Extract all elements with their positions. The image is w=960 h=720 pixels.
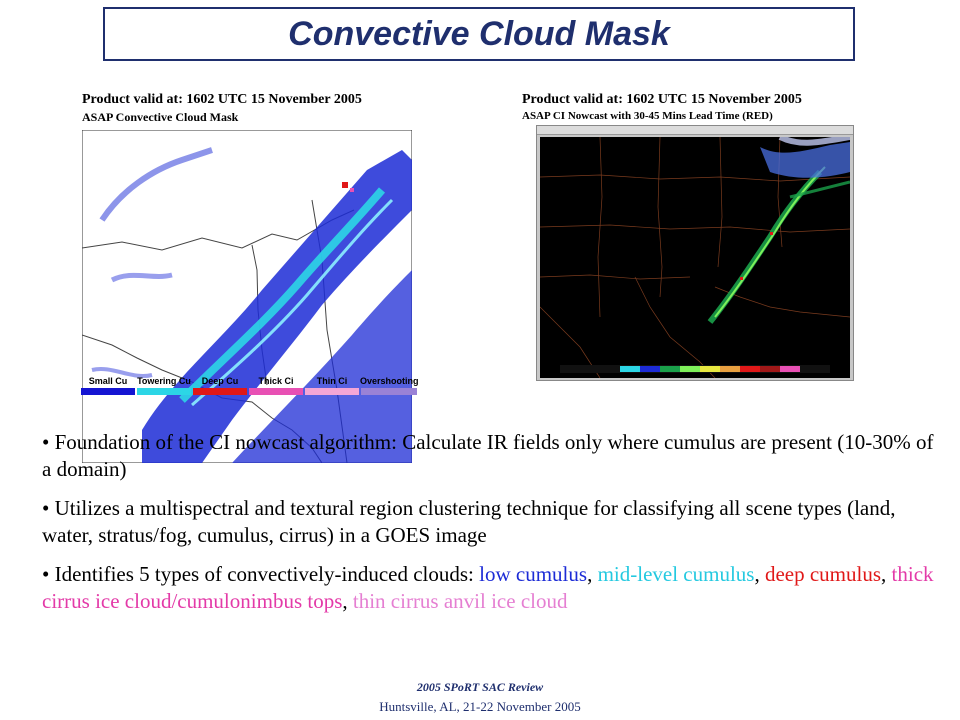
deep-cumulus-text: deep cumulus <box>764 562 882 586</box>
legend-label: Thick Ci <box>258 376 294 386</box>
bullet-item: • Foundation of the CI nowcast algorithm: Calculate IR fields only where cumulus are present (10-30% of a domain) <box>42 430 934 481</box>
legend-item <box>80 376 136 398</box>
thin-cirrus-text: thin cirrus anvil ice cloud <box>352 589 568 613</box>
legend-label: Thin Ci <box>316 376 348 386</box>
legend-swatch <box>137 388 191 395</box>
legend-label: Deep Cu <box>201 376 239 386</box>
separator-text: , <box>754 562 765 586</box>
cloud-mask-map-image <box>82 130 412 463</box>
legend-swatch <box>361 388 417 395</box>
legend-label: Towering Cu <box>137 376 191 386</box>
legend-label: Overshooting <box>360 376 419 386</box>
cloud-mask-valid-time: Product valid at: 1602 UTC 15 November 2005 <box>82 92 362 107</box>
title-box <box>103 7 855 61</box>
nowcast-product-name: ASAP CI Nowcast with 30-45 Mins Lead Time (RED) <box>522 110 773 122</box>
legend-swatch <box>249 388 303 395</box>
legend-item <box>360 376 418 398</box>
nowcast-valid-time: Product valid at: 1602 UTC 15 November 2005 <box>522 92 802 107</box>
bullet-text: • Identifies 5 types of convectively-induced clouds: <box>42 562 480 586</box>
legend-swatch <box>305 388 359 395</box>
nowcast-window-titlebar <box>537 126 853 135</box>
cloud-mask-legend <box>80 376 418 398</box>
slide-title: Convective Cloud Mask <box>288 14 670 53</box>
bullet-item <box>42 561 938 615</box>
legend-item <box>304 376 360 398</box>
legend-swatch <box>193 388 247 395</box>
thick-cirrus-text: thick cirrus ice cloud/cumulonimbus tops <box>42 562 934 613</box>
separator-text: , <box>587 562 598 586</box>
legend-item <box>136 376 192 398</box>
separator-text: , <box>881 562 892 586</box>
legend-item <box>248 376 304 398</box>
footer-location-date: Huntsville, AL, 21-22 November 2005 <box>379 699 581 714</box>
bullet-item: • Utilizes a multispectral and textural region clustering technique for classifying all scene types (land, water, stratus/fog, cumulus, cirrus) in a GOES image <box>42 496 896 547</box>
legend-label: Small Cu <box>88 376 128 386</box>
mid-level-cumulus-text: mid-level cumulus <box>597 562 755 586</box>
footer-event: 2005 SPoRT SAC Review <box>416 680 544 694</box>
cloud-mask-panel <box>80 90 420 402</box>
nowcast-radar-image <box>540 137 850 378</box>
low-cumulus-text: low cumulus <box>479 562 588 586</box>
nowcast-window <box>536 125 854 381</box>
cloud-mask-product-name: ASAP Convective Cloud Mask <box>82 110 239 124</box>
bullet-list <box>42 429 938 627</box>
separator-text: , <box>342 589 353 613</box>
legend-swatch <box>81 388 135 395</box>
legend-item <box>192 376 248 398</box>
